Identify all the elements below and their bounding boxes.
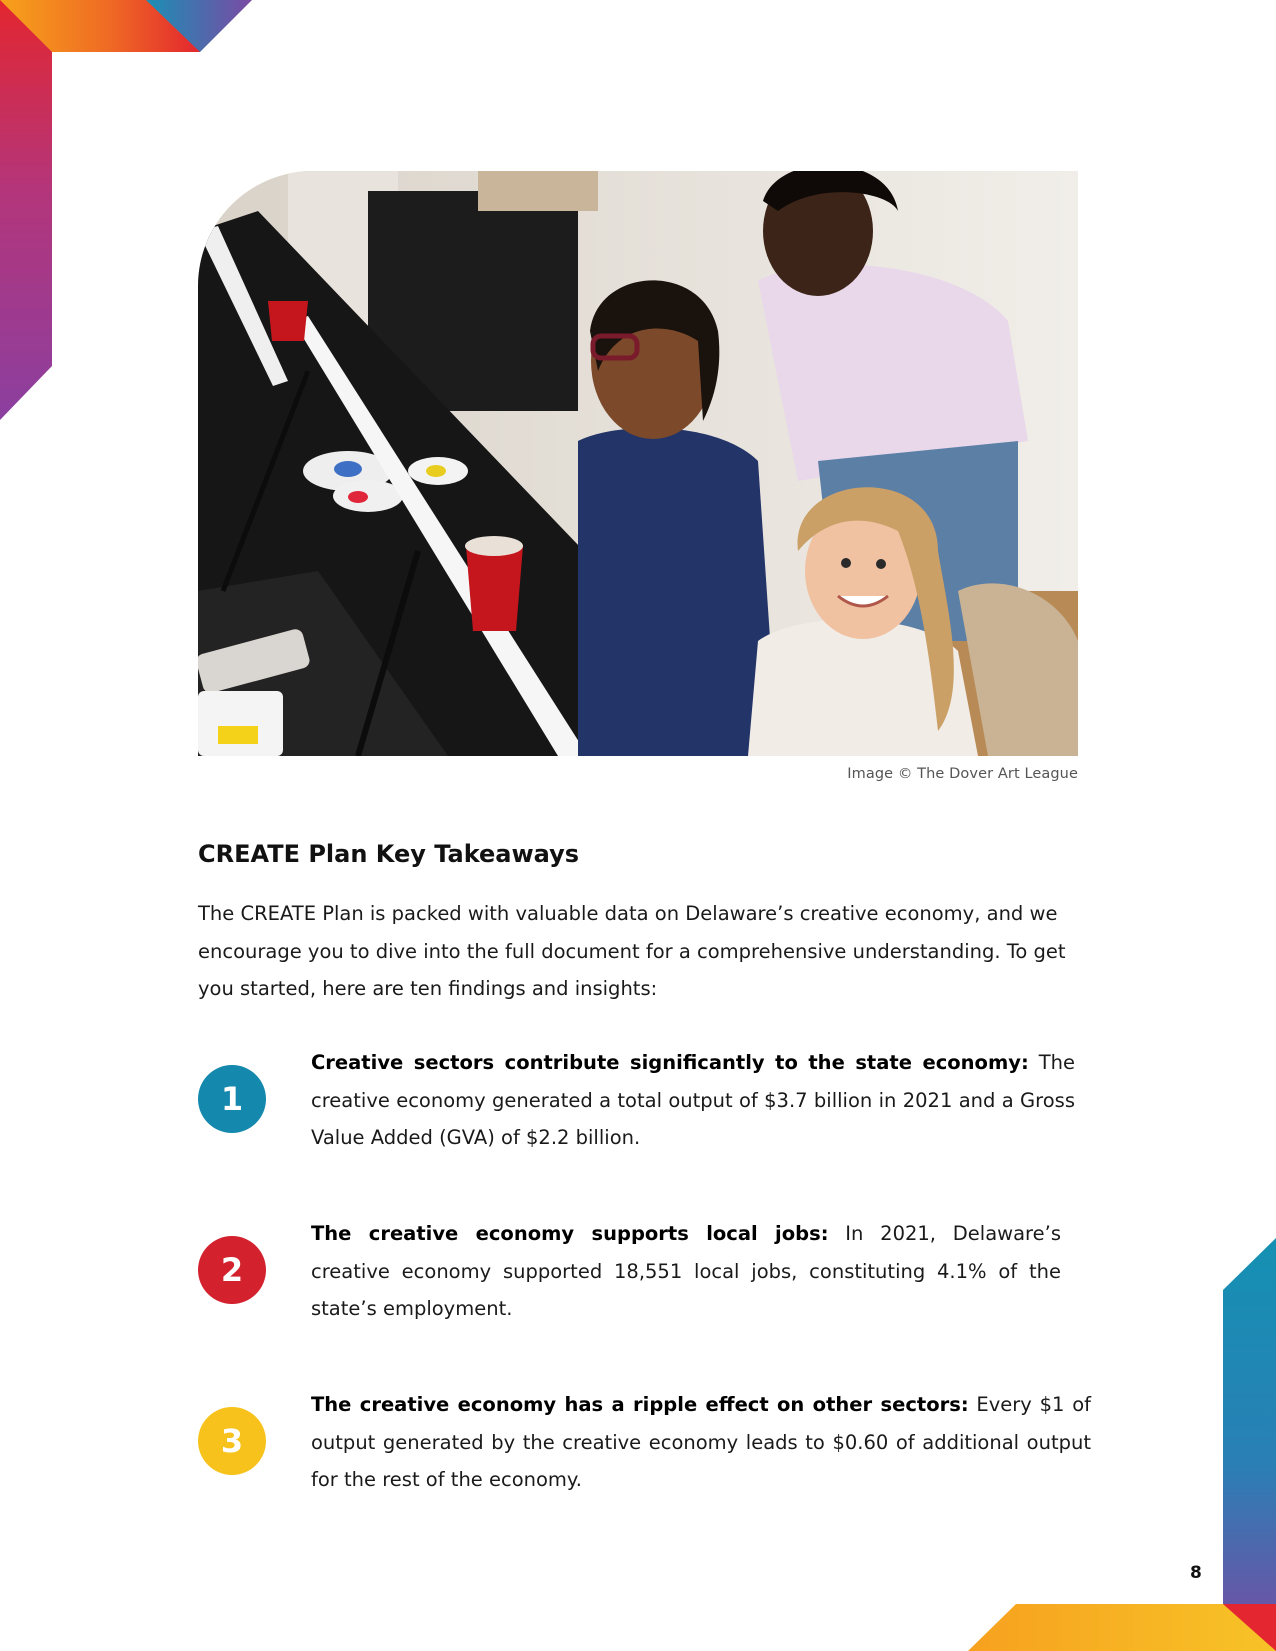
finding-body: Every $1 of output generated by the creative economy leads to $0.60 of additional output for the rest of the economy.	[311, 1393, 1092, 1491]
top-left-vertical-shape	[0, 0, 52, 420]
finding-text	[311, 1044, 1075, 1157]
number-badge: 2	[198, 1236, 266, 1304]
top-left-blue-shape	[146, 0, 252, 52]
number-badge: 1	[198, 1065, 266, 1133]
finding-title: Creative sectors contribute significantly to the state economy:	[311, 1051, 1029, 1074]
page-number: 8	[1190, 1563, 1202, 1583]
finding-text	[311, 1215, 1061, 1328]
finding-item	[198, 1386, 1098, 1506]
bottom-right-red-shape	[1223, 1604, 1276, 1651]
hero-photo	[198, 171, 1078, 756]
finding-title: The creative economy supports local jobs:	[311, 1222, 829, 1245]
finding-title: The creative economy has a ripple effect on other sectors:	[311, 1393, 969, 1416]
bottom-right-yellow-shape	[968, 1604, 1276, 1651]
art-class-illustration	[198, 171, 1078, 756]
finding-text	[311, 1386, 1091, 1499]
finding-item	[198, 1215, 1098, 1335]
section-heading: CREATE Plan Key Takeaways	[198, 840, 580, 868]
top-left-orange-shape	[0, 0, 200, 52]
bottom-right-vertical-shape	[1223, 1238, 1276, 1651]
finding-body: The creative economy generated a total output of $3.7 billion in 2021 and a Gross Value Added (GVA) of $2.2 billion.	[311, 1051, 1075, 1149]
finding-body: In 2021, Delaware’s creative economy supported 18,551 local jobs, constituting 4.1% of the state’s employment.	[311, 1222, 1062, 1320]
finding-item	[198, 1044, 1098, 1164]
number-badge: 3	[198, 1407, 266, 1475]
intro-paragraph: The CREATE Plan is packed with valuable data on Delaware’s creative economy, and we encourage you to dive into the full document for a comprehensive understanding. To get you started, here are ten findings and insights:	[198, 902, 1066, 1000]
image-caption: Image © The Dover Art League	[847, 766, 1078, 782]
